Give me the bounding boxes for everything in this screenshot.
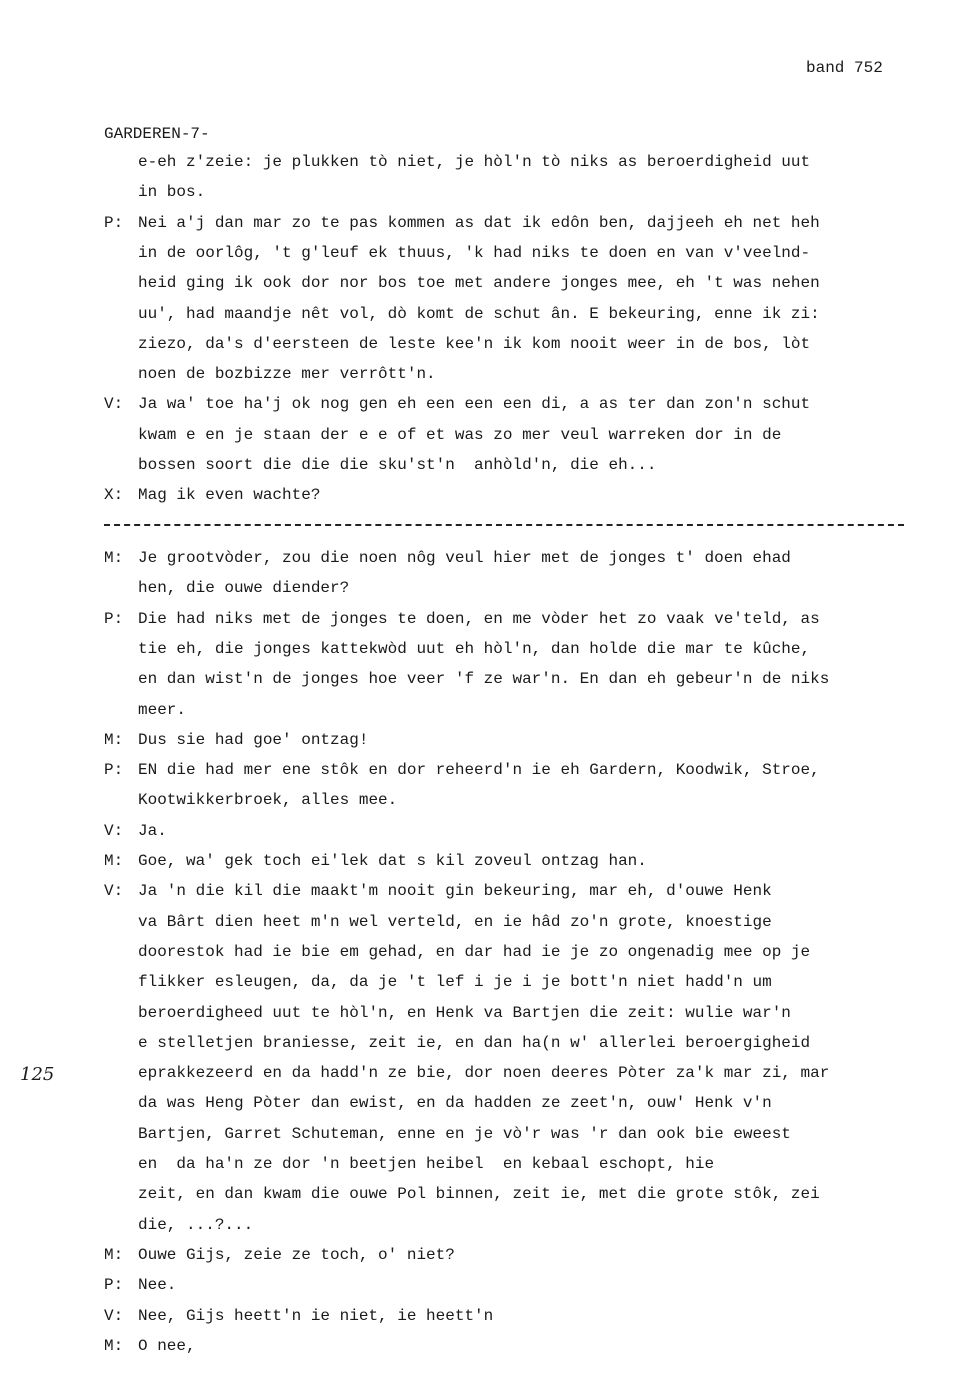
utterance-line: kwam e en je staan der e e of et was zo mer veul warreken dor in de — [138, 425, 782, 444]
utterance-line: Nei a'j dan mar zo te pas kommen as dat ik edôn ben, dajjeeh eh net heh — [138, 213, 820, 232]
separator-line — [104, 524, 904, 526]
utterance-line: e-eh z'zeie: je plukken tò niet, je hòl'n tò niks as beroerdigheid uut — [138, 153, 811, 171]
utterance-line: tie eh, die jonges kattekwòd uut eh hòl'n, dan holde die mar te kûche, — [138, 639, 811, 658]
speaker-label: X: — [104, 486, 124, 505]
utterance-line: doorestok had ie bie em gehad, en dar had ie je zo ongenadig mee op je — [138, 942, 811, 961]
speaker-label: V: — [104, 821, 124, 840]
utterance-line: ziezo, da's d'eersteen de leste kee'n ik kom nooit weer in de bos, lòt — [138, 334, 811, 353]
utterance-line: Nee. — [138, 1276, 177, 1295]
utterance-line: eprakkezeerd en da hadd'n ze bie, dor noen deeres Pòter za'k mar zi, mar — [138, 1064, 830, 1083]
utterance-line: zeit, en dan kwam die ouwe Pol binnen, zeit ie, met die grote stôk, zei — [138, 1185, 820, 1204]
utterance-line: Goe, wa' gek toch ei'lek dat s kil zoveul ontzag han. — [138, 852, 647, 870]
utterance-line: Kootwikkerbroek, alles mee. — [138, 791, 398, 810]
speaker-label: P: — [104, 213, 124, 232]
utterance-line: bossen soort die die die sku'st'n anhòld'n, die eh... — [138, 456, 657, 474]
speaker-label: P: — [104, 609, 124, 628]
utterance-line: e stelletjen braniesse, zeit ie, en dan ha(n w' allerlei beroergigheid — [138, 1033, 811, 1052]
speaker-label: P: — [104, 761, 124, 780]
utterance-line: Ja wa' toe ha'j ok nog gen eh een een een di, a as ter dan zon'n schut — [138, 395, 811, 414]
speaker-label: P: — [104, 1276, 124, 1295]
utterance-line: Ouwe Gijs, zeie ze toch, o' niet? — [138, 1245, 455, 1264]
speaker-label: M: — [104, 1245, 124, 1264]
utterance-line: va Bârt dien heet m'n wel verteld, en ie hâd zo'n grote, knoestige — [138, 912, 772, 931]
utterance-line: Ja 'n die kil die maakt'm nooit gin bekeuring, mar eh, d'ouwe Henk — [138, 882, 772, 901]
speaker-label: V: — [104, 1306, 124, 1325]
utterance-line: hen, die ouwe diender? — [138, 579, 350, 598]
utterance-line: Je grootvòder, zou die noen nôg veul hier met de jonges t' doen ehad — [138, 549, 791, 567]
speaker-label: M: — [104, 730, 124, 749]
utterance-line: Nee, Gijs heett'n ie niet, ie heett'n — [138, 1306, 494, 1325]
margin-note: 125 — [20, 1064, 55, 1085]
utterance-line: O nee, — [138, 1336, 196, 1355]
section-title: GARDEREN-7- — [104, 125, 210, 143]
speaker-label: M: — [104, 852, 124, 870]
speaker-label: V: — [104, 395, 124, 414]
utterance-line: en dan wist'n de jonges hoe veer 'f ze war'n. En dan eh gebeur'n de niks — [138, 670, 830, 689]
utterance-line: beroerdigheed uut te hòl'n, en Henk va Bartjen die zeit: wulie war'n — [138, 1003, 791, 1022]
band-number: band 752 — [806, 59, 883, 77]
utterance-line: da was Heng Pòter dan ewist, en da hadden ze zeet'n, ouw' Henk v'n — [138, 1094, 772, 1113]
utterance-line: Bartjen, Garret Schuteman, enne en je vò'r was 'r dan ook bie eweest — [138, 1124, 791, 1143]
utterance-line: noen de bozbizze mer verrôtt'n. — [138, 365, 436, 384]
utterance-line: Mag ik even wachte? — [138, 486, 321, 505]
utterance-line: heid ging ik ook dor nor bos toe met andere jonges mee, eh 't was nehen — [138, 274, 820, 293]
utterance-line: Ja. — [138, 821, 167, 840]
utterance-line: EN die had mer ene stôk en dor reheerd'n ie eh Gardern, Koodwik, Stroe, — [138, 761, 820, 780]
utterance-line: in bos. — [138, 183, 206, 202]
speaker-label: V: — [104, 882, 124, 901]
utterance-line: en da ha'n ze dor 'n beetjen heibel en kebaal eschopt, hie — [138, 1155, 715, 1173]
speaker-label: M: — [104, 1336, 124, 1355]
utterance-line: Dus sie had goe' ontzag! — [138, 730, 369, 749]
utterance-line: die, ...?... — [138, 1215, 254, 1234]
utterance-line: Die had niks met de jonges te doen, en me vòder het zo vaak ve'teld, as — [138, 609, 820, 628]
speaker-label: M: — [104, 549, 124, 567]
utterance-line: flikker esleugen, da, da je 't lef i je i je bott'n niet hadd'n um — [138, 973, 772, 992]
utterance-line: in de oorlôg, 't g'leuf ek thuus, 'k had niks te doen en van v'veelnd- — [138, 243, 811, 262]
utterance-line: meer. — [138, 700, 187, 719]
utterance-line: uu', had maandje nêt vol, dò komt de schut ân. E bekeuring, enne ik zi: — [138, 304, 820, 323]
